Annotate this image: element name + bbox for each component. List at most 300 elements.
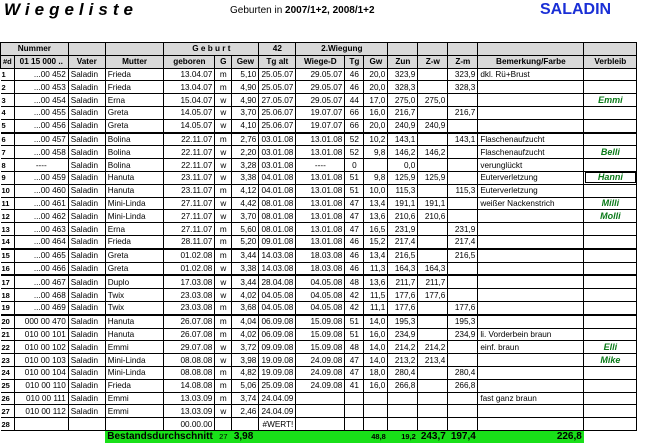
- cell-bem[interactable]: Euterverletzung: [478, 184, 584, 197]
- cell-id[interactable]: ...00 452: [14, 68, 68, 81]
- cell-zm[interactable]: 266,8: [448, 379, 478, 392]
- cell-id[interactable]: ...00 459: [14, 171, 68, 184]
- cell-nr[interactable]: 12: [1, 210, 15, 223]
- cell-tg-alt[interactable]: 04.01.08: [259, 184, 296, 197]
- cell-geboren[interactable]: 01.02.08: [164, 249, 215, 262]
- cell-gw[interactable]: 15,2: [364, 235, 388, 248]
- cell-zw[interactable]: [418, 81, 448, 94]
- cell-bem[interactable]: Flaschenaufzucht: [478, 133, 584, 146]
- cell-tg[interactable]: 51: [345, 328, 364, 341]
- header-tg-alt[interactable]: Tg alt: [259, 55, 296, 68]
- cell-wiege-d[interactable]: 15.09.08: [296, 328, 345, 341]
- cell-gw[interactable]: 17,0: [364, 94, 388, 107]
- cell-tg-alt[interactable]: 19.09.08: [259, 354, 296, 367]
- cell-zm[interactable]: [448, 405, 478, 418]
- cell-wiege-d[interactable]: 29.05.07: [296, 81, 345, 94]
- cell-nr[interactable]: 15: [1, 249, 15, 262]
- cell-nr[interactable]: 11: [1, 197, 15, 210]
- cell-gw[interactable]: 14,0: [364, 341, 388, 354]
- header-wiegung-group[interactable]: 2.Wiegung: [296, 43, 388, 56]
- cell-wiege-d[interactable]: 13.01.08: [296, 210, 345, 223]
- cell-gw[interactable]: [364, 405, 388, 418]
- cell-bem[interactable]: [478, 81, 584, 94]
- cell-g[interactable]: w: [215, 197, 232, 210]
- header-bemerkung[interactable]: Bemerkung/Farbe: [478, 55, 584, 68]
- cell-wiege-d[interactable]: 24.09.08: [296, 366, 345, 379]
- cell-gw[interactable]: 11,1: [364, 301, 388, 314]
- cell-vater[interactable]: Saladin: [68, 235, 105, 248]
- cell-zun[interactable]: 146,2: [388, 146, 418, 159]
- cell-g[interactable]: m: [215, 315, 232, 328]
- cell-gew[interactable]: 2,76: [232, 133, 259, 146]
- cell-nr[interactable]: 24: [1, 366, 15, 379]
- cell-tg-alt[interactable]: 28.04.08: [259, 275, 296, 288]
- cell-zun[interactable]: 231,9: [388, 223, 418, 236]
- header-nummer-group[interactable]: Nummer: [1, 43, 69, 56]
- cell-id[interactable]: ...00 461: [14, 197, 68, 210]
- cell-gw[interactable]: 10,2: [364, 133, 388, 146]
- cell-tg-alt[interactable]: 24.04.09: [259, 392, 296, 405]
- cell-nr[interactable]: 9: [1, 171, 15, 184]
- cell-verb[interactable]: [584, 119, 637, 132]
- cell-wiege-d[interactable]: 15.09.08: [296, 315, 345, 328]
- cell-bem[interactable]: einf. braun: [478, 341, 584, 354]
- cell-nr[interactable]: 21: [1, 328, 15, 341]
- cell-bem[interactable]: [478, 418, 584, 431]
- cell-wiege-d[interactable]: ----: [296, 159, 345, 172]
- cell-mutter[interactable]: Hanuta: [105, 171, 164, 184]
- header-42[interactable]: 42: [259, 43, 296, 56]
- cell-tg[interactable]: 52: [345, 133, 364, 146]
- cell-zm[interactable]: [448, 171, 478, 184]
- cell-nr[interactable]: 5: [1, 119, 15, 132]
- cell-mutter[interactable]: Mini-Linda: [105, 197, 164, 210]
- cell-wiege-d[interactable]: 18.03.08: [296, 262, 345, 275]
- header-zm[interactable]: Z-m: [448, 55, 478, 68]
- footer-count[interactable]: 27: [215, 430, 232, 442]
- cell-nr[interactable]: 3: [1, 94, 15, 107]
- cell-gw[interactable]: [364, 159, 388, 172]
- cell-nr[interactable]: 26: [1, 392, 15, 405]
- cell-zun[interactable]: 191,1: [388, 197, 418, 210]
- cell-mutter[interactable]: Bolina: [105, 146, 164, 159]
- cell-verb[interactable]: Hanni: [584, 171, 637, 184]
- cell-tg[interactable]: 48: [345, 275, 364, 288]
- cell-zw[interactable]: [418, 366, 448, 379]
- cell-gw[interactable]: 9,8: [364, 171, 388, 184]
- cell-bem[interactable]: [478, 235, 584, 248]
- cell-id[interactable]: ...00 458: [14, 146, 68, 159]
- cell-gw[interactable]: 16,0: [364, 106, 388, 119]
- header-mutter[interactable]: Mutter: [105, 55, 164, 68]
- cell-vater[interactable]: Saladin: [68, 184, 105, 197]
- cell-mutter[interactable]: Bolina: [105, 159, 164, 172]
- cell-verb[interactable]: Milli: [584, 197, 637, 210]
- cell-zw[interactable]: [418, 235, 448, 248]
- cell-bem[interactable]: [478, 405, 584, 418]
- cell-mutter[interactable]: Greta: [105, 262, 164, 275]
- cell-zun[interactable]: 280,4: [388, 366, 418, 379]
- cell-zm[interactable]: [448, 210, 478, 223]
- cell-zw[interactable]: [418, 159, 448, 172]
- cell-wiege-d[interactable]: 13.01.08: [296, 184, 345, 197]
- cell-gew[interactable]: 4,90: [232, 81, 259, 94]
- cell-vater[interactable]: Saladin: [68, 289, 105, 302]
- cell-gew[interactable]: 2,46: [232, 405, 259, 418]
- cell-gew[interactable]: 5,60: [232, 223, 259, 236]
- cell-id[interactable]: ...00 469: [14, 301, 68, 314]
- cell-verb[interactable]: [584, 184, 637, 197]
- cell-verb[interactable]: [584, 262, 637, 275]
- cell-nr[interactable]: 19: [1, 301, 15, 314]
- cell-zw[interactable]: [418, 315, 448, 328]
- cell-gw[interactable]: 20,0: [364, 119, 388, 132]
- cell-tg-alt[interactable]: 08.01.08: [259, 210, 296, 223]
- cell-tg-alt[interactable]: 09.09.08: [259, 341, 296, 354]
- cell-zw[interactable]: 275,0: [418, 94, 448, 107]
- cell-gw[interactable]: 13,4: [364, 249, 388, 262]
- cell-g[interactable]: m: [215, 133, 232, 146]
- cell-wiege-d[interactable]: 04.05.08: [296, 301, 345, 314]
- cell-mutter[interactable]: Bolina: [105, 133, 164, 146]
- cell-zun[interactable]: 214,2: [388, 341, 418, 354]
- cell-tg-alt[interactable]: 09.01.08: [259, 235, 296, 248]
- cell-id[interactable]: 000 00 470: [14, 315, 68, 328]
- cell-zm[interactable]: [448, 159, 478, 172]
- cell-zw[interactable]: [418, 68, 448, 81]
- cell-mutter[interactable]: Mini-Linda: [105, 210, 164, 223]
- cell-id[interactable]: ...00 457: [14, 133, 68, 146]
- cell-zw[interactable]: 177,6: [418, 289, 448, 302]
- cell-zw[interactable]: [418, 223, 448, 236]
- cell-bem[interactable]: [478, 301, 584, 314]
- cell-zw[interactable]: 240,9: [418, 119, 448, 132]
- cell-zm[interactable]: [448, 289, 478, 302]
- cell-mutter[interactable]: Duplo: [105, 275, 164, 288]
- cell-bem[interactable]: dkl. Rü+Brust: [478, 68, 584, 81]
- cell-gw[interactable]: 16,5: [364, 223, 388, 236]
- cell-gew[interactable]: 3,72: [232, 341, 259, 354]
- cell-tg[interactable]: 46: [345, 249, 364, 262]
- cell-id[interactable]: ...00 468: [14, 289, 68, 302]
- cell-geboren[interactable]: 08.08.08: [164, 354, 215, 367]
- cell-geboren[interactable]: 28.11.07: [164, 235, 215, 248]
- cell-tg[interactable]: 47: [345, 354, 364, 367]
- cell-tg-alt[interactable]: 04.05.08: [259, 301, 296, 314]
- cell-wiege-d[interactable]: 13.01.08: [296, 197, 345, 210]
- cell-zw[interactable]: 210,6: [418, 210, 448, 223]
- cell-id[interactable]: ...00 456: [14, 119, 68, 132]
- cell-tg-alt[interactable]: 24.04.09: [259, 405, 296, 418]
- footer-zm[interactable]: 226,8: [478, 430, 584, 442]
- cell-g[interactable]: m: [215, 223, 232, 236]
- cell-gew[interactable]: 3,70: [232, 210, 259, 223]
- cell-mutter[interactable]: Frieda: [105, 68, 164, 81]
- cell-verb[interactable]: [584, 133, 637, 146]
- cell-id[interactable]: 010 00 111: [14, 392, 68, 405]
- cell-g[interactable]: m: [215, 68, 232, 81]
- cell-zun[interactable]: 266,8: [388, 379, 418, 392]
- cell-tg-alt[interactable]: 08.01.08: [259, 223, 296, 236]
- footer-zun[interactable]: 243,7: [418, 430, 448, 442]
- cell-tg[interactable]: [345, 392, 364, 405]
- cell-zm[interactable]: [448, 392, 478, 405]
- cell-mutter[interactable]: [105, 418, 164, 431]
- cell-gw[interactable]: [364, 418, 388, 431]
- cell-geboren[interactable]: 22.11.07: [164, 133, 215, 146]
- cell-gew[interactable]: 4,42: [232, 197, 259, 210]
- cell-gew[interactable]: 5,20: [232, 235, 259, 248]
- cell-tg[interactable]: [345, 418, 364, 431]
- cell-nr[interactable]: 18: [1, 289, 15, 302]
- cell-geboren[interactable]: 13.03.09: [164, 392, 215, 405]
- cell-mutter[interactable]: Frieda: [105, 235, 164, 248]
- cell-id[interactable]: ...00 463: [14, 223, 68, 236]
- cell-mutter[interactable]: Twix: [105, 289, 164, 302]
- cell-geboren[interactable]: 14.05.07: [164, 106, 215, 119]
- cell-wiege-d[interactable]: 13.01.08: [296, 133, 345, 146]
- cell-gw[interactable]: 11,3: [364, 262, 388, 275]
- cell-tg-alt[interactable]: 06.09.08: [259, 328, 296, 341]
- cell-g[interactable]: w: [215, 262, 232, 275]
- cell-geboren[interactable]: 23.03.08: [164, 289, 215, 302]
- cell-vater[interactable]: Saladin: [68, 315, 105, 328]
- cell-tg-alt[interactable]: 25.05.07: [259, 81, 296, 94]
- cell-tg-alt[interactable]: 04.01.08: [259, 171, 296, 184]
- cell-gw[interactable]: 16,0: [364, 328, 388, 341]
- cell-nr[interactable]: 22: [1, 341, 15, 354]
- cell-verb[interactable]: [584, 301, 637, 314]
- cell-vater[interactable]: Saladin: [68, 197, 105, 210]
- cell-zw[interactable]: 125,9: [418, 171, 448, 184]
- cell-zm[interactable]: [448, 94, 478, 107]
- cell-g[interactable]: m: [215, 366, 232, 379]
- header-id[interactable]: 01 15 000 ..: [14, 55, 68, 68]
- cell-gw[interactable]: 20,0: [364, 68, 388, 81]
- cell-g[interactable]: [215, 418, 232, 431]
- cell-mutter[interactable]: Greta: [105, 249, 164, 262]
- cell-bem[interactable]: [478, 210, 584, 223]
- cell-gew[interactable]: 5,06: [232, 379, 259, 392]
- cell-geboren[interactable]: 23.11.07: [164, 184, 215, 197]
- cell-tg[interactable]: 47: [345, 197, 364, 210]
- cell-nr[interactable]: 1: [1, 68, 15, 81]
- cell-gw[interactable]: 18,0: [364, 366, 388, 379]
- cell-zw[interactable]: 146,2: [418, 146, 448, 159]
- cell-verb[interactable]: Belli: [584, 146, 637, 159]
- cell-gw[interactable]: 14,0: [364, 315, 388, 328]
- cell-geboren[interactable]: 14.08.08: [164, 379, 215, 392]
- cell-gw[interactable]: [364, 392, 388, 405]
- header-zun[interactable]: Zun: [388, 55, 418, 68]
- cell-geboren[interactable]: 22.11.07: [164, 159, 215, 172]
- cell-tg[interactable]: 42: [345, 289, 364, 302]
- cell-verb[interactable]: [584, 379, 637, 392]
- cell-zun[interactable]: 217,4: [388, 235, 418, 248]
- cell-mutter[interactable]: Greta: [105, 119, 164, 132]
- footer-gew[interactable]: 3,98: [232, 430, 259, 442]
- cell-gew[interactable]: 4,10: [232, 119, 259, 132]
- cell-geboren[interactable]: 23.03.08: [164, 301, 215, 314]
- cell-nr[interactable]: 6: [1, 133, 15, 146]
- cell-verb[interactable]: [584, 392, 637, 405]
- cell-vater[interactable]: Saladin: [68, 81, 105, 94]
- cell-gw[interactable]: 10,0: [364, 184, 388, 197]
- cell-verb[interactable]: [584, 249, 637, 262]
- cell-g[interactable]: m: [215, 328, 232, 341]
- cell-verb[interactable]: [584, 366, 637, 379]
- cell-zw[interactable]: 214,2: [418, 341, 448, 354]
- cell-nr[interactable]: 28: [1, 418, 15, 431]
- cell-zm[interactable]: 280,4: [448, 366, 478, 379]
- cell-gew[interactable]: 3,44: [232, 275, 259, 288]
- cell-vater[interactable]: Saladin: [68, 328, 105, 341]
- cell-gew[interactable]: 5,10: [232, 68, 259, 81]
- cell-gw[interactable]: 13,6: [364, 275, 388, 288]
- cell-g[interactable]: m: [215, 184, 232, 197]
- cell-geboren[interactable]: 01.02.08: [164, 262, 215, 275]
- cell-zm[interactable]: 216,5: [448, 249, 478, 262]
- cell-tg[interactable]: 0: [345, 159, 364, 172]
- cell-bem[interactable]: [478, 262, 584, 275]
- cell-bem[interactable]: li. Vorderbein braun: [478, 328, 584, 341]
- header-vater[interactable]: Vater: [68, 55, 105, 68]
- cell-geboren[interactable]: 27.11.07: [164, 197, 215, 210]
- cell-g[interactable]: w: [215, 106, 232, 119]
- cell-zw[interactable]: [418, 184, 448, 197]
- header-wiege-d[interactable]: Wiege-D: [296, 55, 345, 68]
- cell-verb[interactable]: [584, 418, 637, 431]
- cell-nr[interactable]: 2: [1, 81, 15, 94]
- cell-id[interactable]: 010 00 104: [14, 366, 68, 379]
- cell-vater[interactable]: Saladin: [68, 405, 105, 418]
- cell-zun[interactable]: 323,9: [388, 68, 418, 81]
- cell-tg-alt[interactable]: 06.09.08: [259, 315, 296, 328]
- cell-geboren[interactable]: 15.04.07: [164, 94, 215, 107]
- cell-id[interactable]: ...00 465: [14, 249, 68, 262]
- cell-tg-alt[interactable]: 14.03.08: [259, 249, 296, 262]
- cell-wiege-d[interactable]: 13.01.08: [296, 223, 345, 236]
- cell-wiege-d[interactable]: 13.01.08: [296, 146, 345, 159]
- cell-nr[interactable]: 7: [1, 146, 15, 159]
- cell-zm[interactable]: [448, 341, 478, 354]
- cell-tg[interactable]: 46: [345, 235, 364, 248]
- cell-g[interactable]: m: [215, 379, 232, 392]
- cell-gew[interactable]: 3,68: [232, 301, 259, 314]
- cell-geboren[interactable]: 27.11.07: [164, 210, 215, 223]
- cell-g[interactable]: w: [215, 275, 232, 288]
- cell-zw[interactable]: [418, 405, 448, 418]
- cell-nr[interactable]: 20: [1, 315, 15, 328]
- cell-g[interactable]: w: [215, 146, 232, 159]
- footer-zw[interactable]: 197,4: [448, 430, 478, 442]
- cell-gew[interactable]: 3,70: [232, 106, 259, 119]
- cell-wiege-d[interactable]: [296, 392, 345, 405]
- cell-mutter[interactable]: Frieda: [105, 81, 164, 94]
- cell-tg[interactable]: 42: [345, 301, 364, 314]
- cell-bem[interactable]: [478, 119, 584, 132]
- cell-wiege-d[interactable]: 18.03.08: [296, 249, 345, 262]
- cell-geboren[interactable]: 26.07.08: [164, 328, 215, 341]
- cell-gew[interactable]: 3,44: [232, 249, 259, 262]
- cell-gew[interactable]: 3,98: [232, 354, 259, 367]
- cell-tg[interactable]: 66: [345, 119, 364, 132]
- cell-zm[interactable]: 234,9: [448, 328, 478, 341]
- cell-geboren[interactable]: 26.07.08: [164, 315, 215, 328]
- cell-tg-alt[interactable]: 27.05.07: [259, 94, 296, 107]
- cell-g[interactable]: m: [215, 81, 232, 94]
- cell-mutter[interactable]: Hanuta: [105, 184, 164, 197]
- cell-verb[interactable]: Mike: [584, 354, 637, 367]
- footer-label[interactable]: Bestandsdurchschnitt: [107, 431, 213, 443]
- cell-zm[interactable]: 323,9: [448, 68, 478, 81]
- cell-zm[interactable]: 216,7: [448, 106, 478, 119]
- cell-vater[interactable]: Saladin: [68, 210, 105, 223]
- cell-tg-alt[interactable]: 25.05.07: [259, 68, 296, 81]
- cell-zun[interactable]: [388, 392, 418, 405]
- cell-zm[interactable]: 115,3: [448, 184, 478, 197]
- cell-bem[interactable]: Flaschenaufzucht: [478, 146, 584, 159]
- cell-gew[interactable]: 4,82: [232, 366, 259, 379]
- cell-bem[interactable]: [478, 379, 584, 392]
- cell-zun[interactable]: 164,3: [388, 262, 418, 275]
- cell-verb[interactable]: [584, 223, 637, 236]
- cell-gew[interactable]: 3,74: [232, 392, 259, 405]
- cell-zun[interactable]: 0,0: [388, 159, 418, 172]
- cell-zun[interactable]: [388, 405, 418, 418]
- cell-zw[interactable]: 211,7: [418, 275, 448, 288]
- cell-verb[interactable]: Molli: [584, 210, 637, 223]
- cell-gew[interactable]: 4,04: [232, 315, 259, 328]
- cell-gew[interactable]: 4,90: [232, 94, 259, 107]
- cell-id[interactable]: ...00 466: [14, 262, 68, 275]
- cell-verb[interactable]: [584, 328, 637, 341]
- cell-gw[interactable]: 20,0: [364, 81, 388, 94]
- cell-bem[interactable]: fast ganz braun: [478, 392, 584, 405]
- cell-g[interactable]: w: [215, 159, 232, 172]
- cell-tg[interactable]: 47: [345, 366, 364, 379]
- cell-g[interactable]: m: [215, 249, 232, 262]
- cell-vater[interactable]: Saladin: [68, 133, 105, 146]
- cell-zw[interactable]: [418, 328, 448, 341]
- cell-id[interactable]: ...00 454: [14, 94, 68, 107]
- cell-bem[interactable]: [478, 94, 584, 107]
- cell-verb[interactable]: Emmi: [584, 94, 637, 107]
- cell-gew[interactable]: 4,12: [232, 184, 259, 197]
- cell-g[interactable]: w: [215, 405, 232, 418]
- cell-zun[interactable]: 115,3: [388, 184, 418, 197]
- cell-verb[interactable]: Elli: [584, 341, 637, 354]
- cell-vater[interactable]: Saladin: [68, 262, 105, 275]
- cell-id[interactable]: ...00 460: [14, 184, 68, 197]
- cell-zun[interactable]: 240,9: [388, 119, 418, 132]
- cell-nr[interactable]: 13: [1, 223, 15, 236]
- cell-bem[interactable]: Euterverletzung: [478, 171, 584, 184]
- cell-tg[interactable]: 46: [345, 81, 364, 94]
- cell-vater[interactable]: Saladin: [68, 392, 105, 405]
- cell-id[interactable]: ...00 467: [14, 275, 68, 288]
- cell-verb[interactable]: [584, 289, 637, 302]
- footer-tg[interactable]: 48,8: [345, 430, 388, 442]
- cell-id[interactable]: ...00 464: [14, 235, 68, 248]
- cell-mutter[interactable]: Frieda: [105, 379, 164, 392]
- cell-nr[interactable]: 23: [1, 354, 15, 367]
- cell-zw[interactable]: [418, 379, 448, 392]
- cell-tg[interactable]: 51: [345, 315, 364, 328]
- cell-tg-alt[interactable]: 25.09.08: [259, 379, 296, 392]
- cell-vater[interactable]: Saladin: [68, 379, 105, 392]
- cell-gew[interactable]: 4,02: [232, 328, 259, 341]
